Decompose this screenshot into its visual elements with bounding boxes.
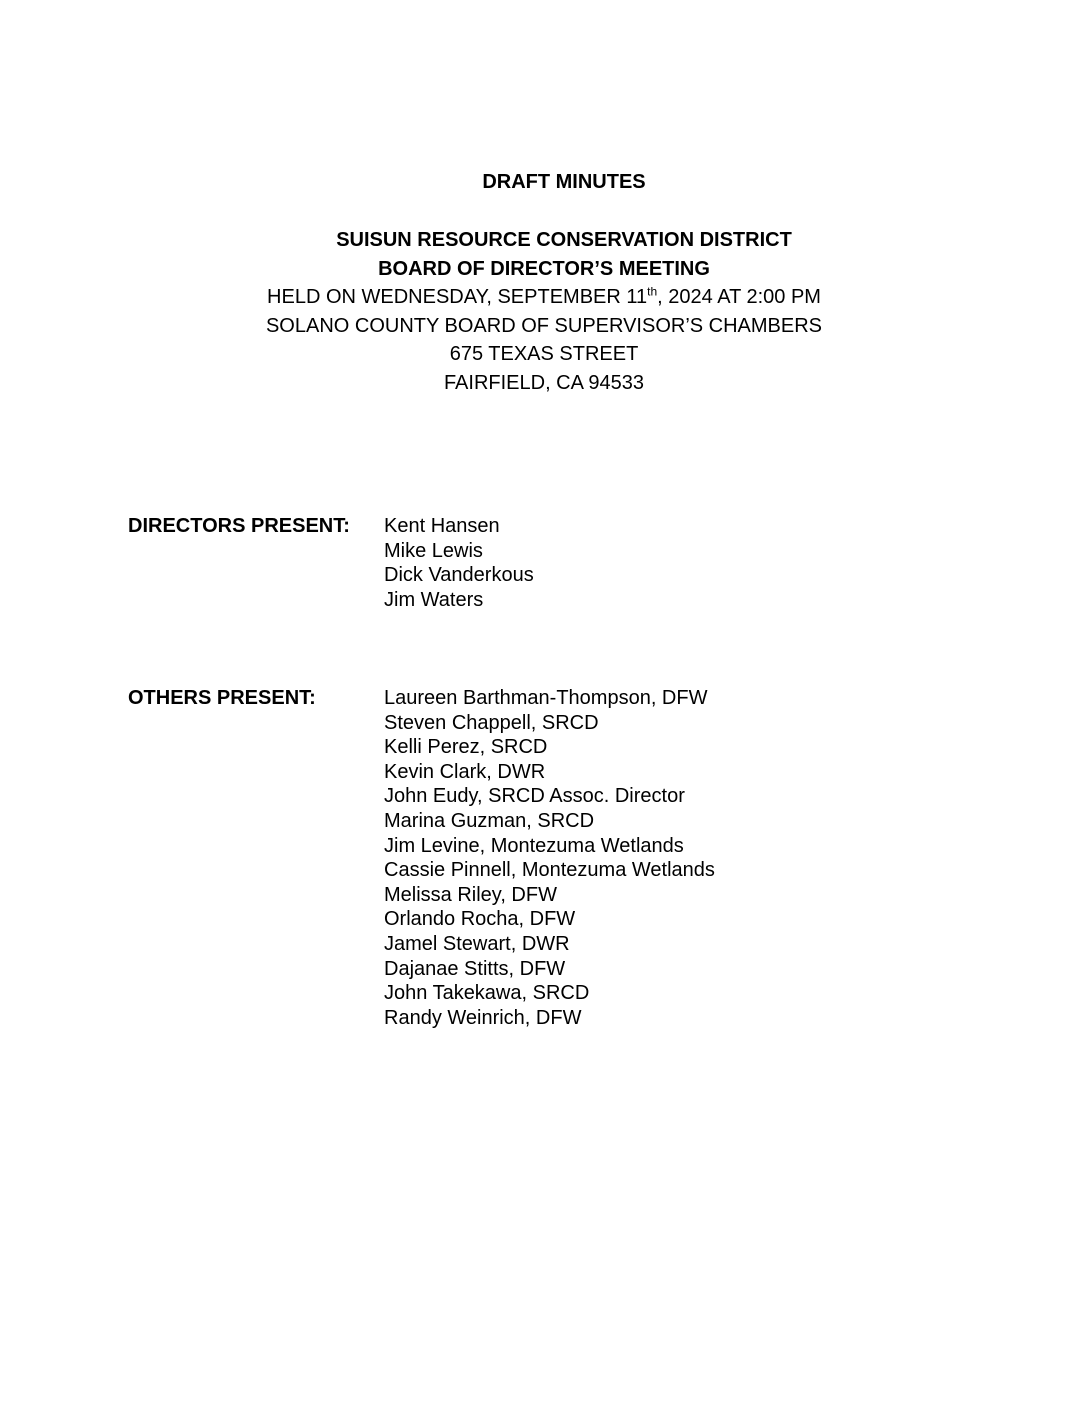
list-item: Marina Guzman, SRCD [384,809,595,832]
meeting-city: FAIRFIELD, CA 94533 [443,371,645,394]
list-item: Jamel Stewart, DWR [384,932,570,955]
meeting-location: SOLANO COUNTY BOARD OF SUPERVISOR’S CHAMBERS [265,314,823,337]
list-item: Dick Vanderkous [384,564,534,587]
list-item: Steven Chappell, SRCD [384,711,599,734]
list-item: Jim Waters [384,588,484,611]
meeting-header [0,226,1088,397]
others-present-label: OTHERS PRESENT: [128,687,316,709]
meeting-date-ordinal: th [647,284,658,299]
list-item: Kelli Perez, SRCD [384,736,548,759]
list-item: Mike Lewis [384,539,483,562]
meeting-street: 675 TEXAS STREET [449,343,639,365]
directors-list [384,514,534,612]
meeting-date-rest: , 2024 AT 2:00 PM [657,286,821,308]
list-item: John Eudy, SRCD Assoc. Director [384,785,685,808]
list-item: Jim Levine, Montezuma Wetlands [384,834,684,857]
list-item: John Takekawa, SRCD [384,982,590,1005]
document-title: DRAFT MINUTES [482,171,646,193]
list-item: Laureen Barthman-Thompson, DFW [384,687,708,709]
list-item: Dajanae Stitts, DFW [384,957,566,980]
list-item: Melissa Riley, DFW [384,883,557,906]
list-item: Kent Hansen [384,515,500,537]
meeting-date-prefix: HELD ON WEDNESDAY, SEPTEMBER 11 [267,286,648,308]
list-item: Cassie Pinnell, Montezuma Wetlands [384,859,715,882]
list-item: Kevin Clark, DWR [384,760,546,783]
meeting-date [0,283,1088,312]
list-item: Orlando Rocha, DFW [384,908,576,931]
organization-name: SUISUN RESOURCE CONSERVATION DISTRICT [336,229,792,251]
list-item: Randy Weinrich, DFW [384,1006,582,1029]
others-list [384,686,715,1030]
meeting-name: BOARD OF DIRECTOR’S MEETING [378,257,710,280]
directors-present-label: DIRECTORS PRESENT: [128,515,350,537]
